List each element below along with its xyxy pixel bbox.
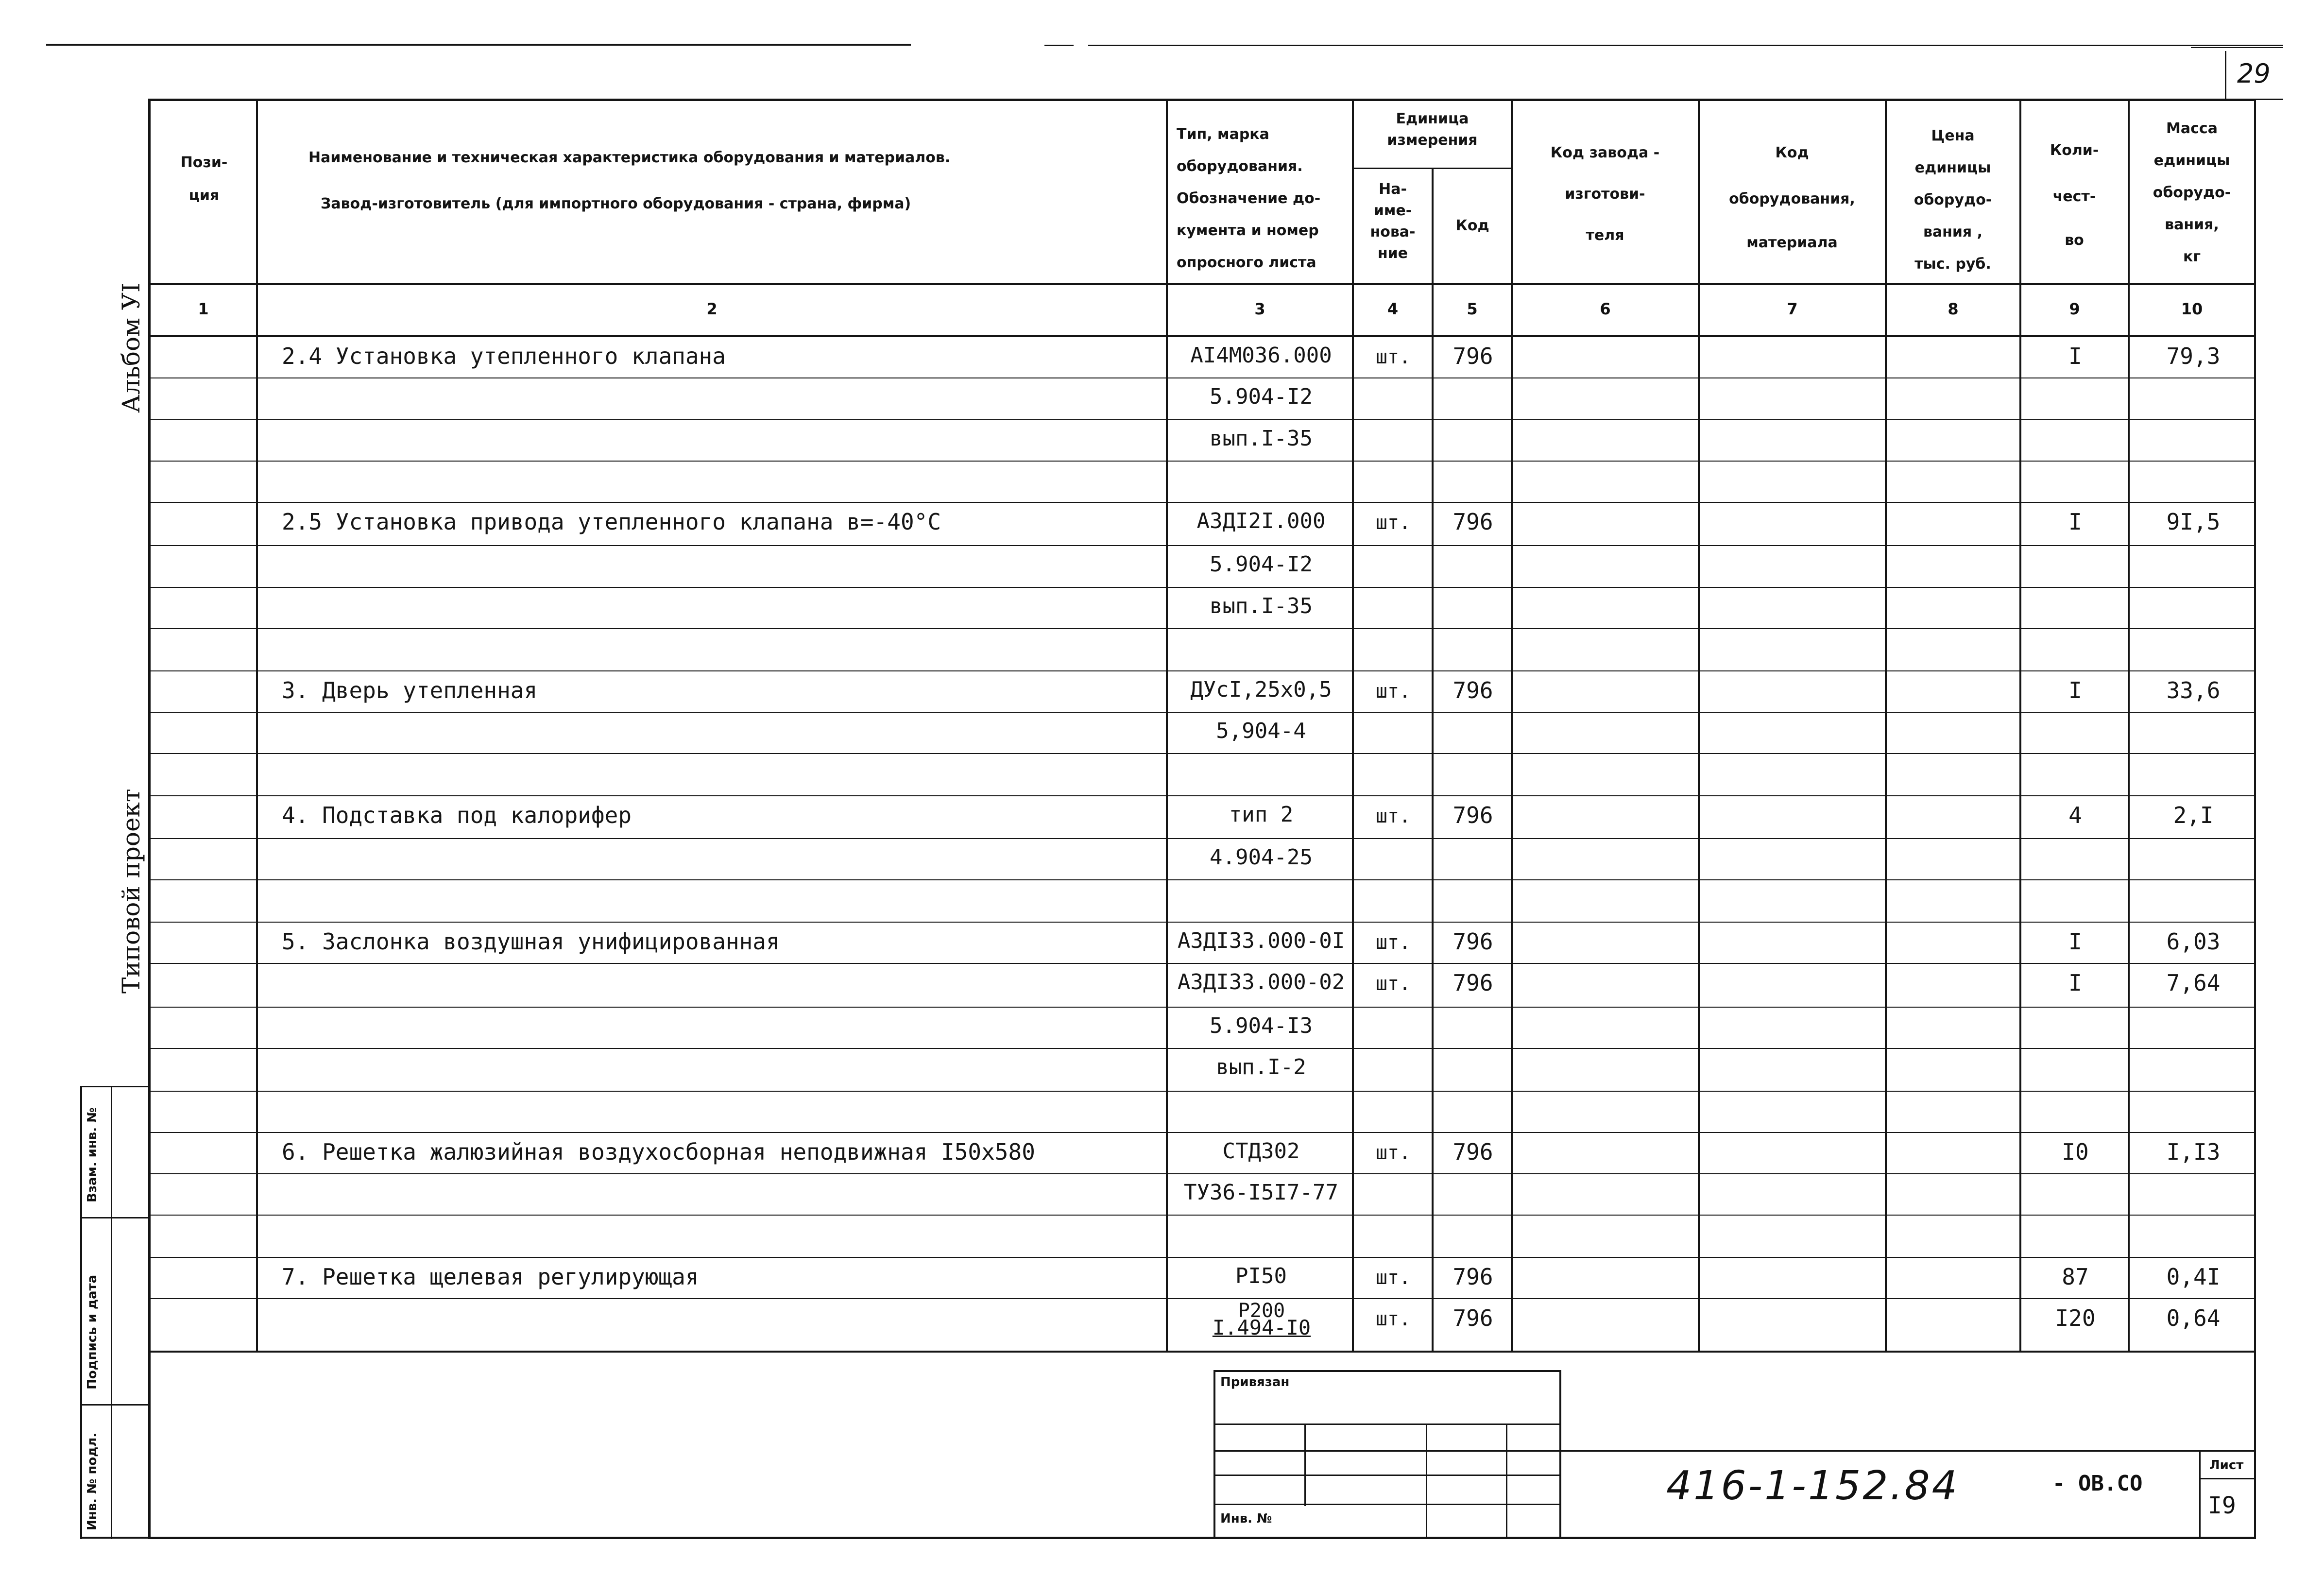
col-line-6 [1698,99,1700,1352]
header-type-l5: опросного листа [1177,254,1316,271]
col-line-3 [1352,99,1354,1352]
row-divider [148,753,2256,754]
privyazan-row-3 [1213,1475,1561,1476]
stamp-label-sign: Подпись и дата [85,1274,100,1389]
row-unit-code: 796 [1452,1264,1493,1290]
row-unit: шт. [1375,1267,1411,1289]
row-unit-code: 796 [1452,928,1493,955]
header-quantity [2021,143,2127,248]
row-divider [148,502,2256,503]
row-divider [148,838,2256,839]
row-type: АЗДI33.000-02 [1177,970,1345,995]
row-divider [148,963,2256,964]
privyazan-row-1 [1213,1424,1561,1425]
row-type: PI50 [1235,1264,1287,1288]
row-unit: шт. [1375,346,1411,368]
row-type: АЗДI2I.000 [1196,509,1326,533]
top-rule-dash-2 [2191,47,2283,48]
header-type-l4: кумента и номер [1177,222,1319,239]
header-type-l1: Тип, марка [1177,126,1269,143]
row-name: 5. Заслонка воздушная унифицированная [282,928,780,955]
row-divider [148,922,2256,923]
row-type: 5,904-4 [1216,719,1306,743]
row-mass: 0,4I [2166,1264,2221,1290]
row-mass: 0,64 [2166,1305,2221,1331]
document-code: 416-1-152.84 [1666,1463,1959,1509]
privyazan-label: Привязан [1220,1375,1290,1389]
header-type-l3: Обозначение до- [1177,190,1321,207]
header-position-line1: Пози- [180,154,228,171]
header-position [160,155,248,203]
row-divider [148,1132,2256,1133]
row-unit: шт. [1375,680,1411,703]
row-type: Р200 [1238,1300,1285,1322]
row-divider [148,1257,2256,1258]
row-type: тип 2 [1229,802,1294,827]
colnum-6: 6 [1600,300,1611,318]
colnum-10: 10 [2181,300,2203,318]
privyazan-box-right [1559,1370,1561,1538]
title-block-top [1561,1450,2256,1452]
row-unit: шт. [1375,1142,1411,1164]
col-line-8 [2019,99,2021,1352]
row-name: 6. Решетка жалюзийная воздухосборная неподвижная I50х580 [282,1139,1035,1165]
row-divider [148,545,2256,546]
stamp-col-bottom [80,1537,150,1539]
header-unit-name-l1: На- [1379,181,1407,198]
row-divider [148,461,2256,462]
row-unit-code: 796 [1452,509,1493,535]
row-divider [148,1173,2256,1174]
header-position-line2: ция [188,187,220,204]
row-quantity: I [2068,677,2082,703]
row-type: вып.I-35 [1210,426,1313,451]
header-price-l2: единицы [1914,159,1991,176]
row-mass: 6,03 [2166,928,2221,955]
stamp-col-div2 [80,1404,150,1406]
header-price-l5: тыс. руб. [1914,256,1991,273]
colnum-1: 1 [198,300,209,318]
header-bottom-line [148,283,2256,285]
row-quantity: I20 [2055,1305,2096,1331]
header-unit-l1: Единица [1396,110,1469,127]
row-mass: 33,6 [2166,677,2221,703]
row-unit: шт. [1375,931,1411,954]
header-mass-l4: вания, [2165,216,2219,233]
header-unit-name-l2: име- [1373,202,1412,219]
row-divider [148,712,2256,713]
sheet-corner-number: 29 [2237,58,2271,89]
unit-header-split [1352,168,1512,169]
row-type: 5.904-I3 [1210,1013,1313,1038]
colnum-5: 5 [1467,300,1478,318]
stamp-col-top [80,1086,150,1087]
row-divider [148,1048,2256,1049]
table-frame-bottom [148,1537,2256,1539]
row-divider [148,419,2256,420]
col-line-9 [2128,99,2130,1352]
row-quantity: 87 [2062,1264,2089,1290]
row-quantity: 4 [2068,802,2082,828]
colnum-7: 7 [1787,300,1798,318]
header-mass-l3: оборудо- [2153,184,2231,201]
colnum-8: 8 [1948,300,1959,318]
row-mass: 2,I [2173,802,2214,828]
stamp-col-div1 [80,1217,150,1218]
row-unit-code: 796 [1452,1139,1493,1165]
row-type: ДУсI,25х0,5 [1190,677,1332,702]
header-factory-code-l1: Код завода - [1550,144,1660,161]
row-quantity: I [2068,928,2082,955]
header-unit-name-l4: ние [1377,245,1408,262]
privyazan-col-1 [1304,1424,1306,1506]
row-mass: 7,64 [2166,970,2221,996]
colnum-9: 9 [2069,300,2080,318]
sheet-label: Лист [2209,1458,2244,1473]
sheet-box-left [2199,1450,2201,1538]
header-unit [1354,112,1511,148]
colnum-3: 3 [1254,300,1265,318]
header-price-l3: оборудо- [1914,191,1992,208]
row-mass: I,I3 [2166,1139,2221,1165]
row-type: ТУ36-I5I7-77 [1184,1180,1338,1205]
row-divider [148,795,2256,796]
inv-no-label: Инв. № [1220,1511,1272,1526]
row-name: 7. Решетка щелевая регулирующая [282,1264,699,1290]
row-quantity: I [2068,343,2082,369]
row-divider [148,1215,2256,1216]
row-type: АЗДI33.000-0I [1177,928,1345,953]
header-price [1887,129,2019,272]
privyazan-col-2 [1426,1424,1427,1538]
privyazan-box-left [1213,1370,1215,1538]
row-type: АI4М036.000 [1190,343,1332,368]
row-name: 4. Подставка под калорифер [282,802,632,828]
header-unit-name-l3: нова- [1370,223,1416,240]
header-equipment-code [1700,146,1884,250]
header-factory-code-l3: теля [1586,227,1624,244]
col-line-5 [1511,99,1513,1352]
row-type: вып.I-35 [1210,594,1313,618]
header-type [1177,127,1351,270]
row-unit-code: 796 [1452,802,1493,828]
row-unit: шт. [1375,805,1411,827]
row-type: 5.904-I2 [1210,384,1313,409]
row-mass: 79,3 [2166,343,2221,369]
header-equipment-code-l3: материала [1746,234,1838,251]
header-unit-code: Код [1455,217,1489,234]
table-frame-top [148,99,2256,101]
row-divider [148,1298,2256,1299]
row-type: вып.I-2 [1216,1055,1306,1080]
row-unit: шт. [1375,973,1411,995]
stamp-col-left [80,1086,82,1539]
row-type: СТД302 [1222,1139,1300,1164]
privyazan-box-top [1213,1370,1561,1372]
row-unit-code: 796 [1452,343,1493,369]
sheet-number: I9 [2208,1492,2236,1519]
col-line-1 [256,99,258,1352]
row-type-doc: I.494-I0 [1212,1316,1311,1339]
header-price-l1: Цена [1931,127,1975,144]
sheet-box-mid [2199,1478,2256,1479]
row-divider [148,879,2256,880]
header-quantity-l3: во [2065,232,2084,249]
row-divider [148,1007,2256,1008]
top-rule-right [1088,45,2283,46]
row-divider [148,628,2256,629]
header-equipment-code-l1: Код [1775,144,1809,161]
header-factory-code [1513,146,1697,243]
col-line-4 [1432,168,1434,1352]
header-type-l2: оборудования. [1177,158,1303,175]
row-mass: 9I,5 [2166,509,2221,535]
row-unit: шт. [1375,1308,1411,1330]
header-quantity-l2: чест- [2052,188,2096,205]
row-unit-code: 796 [1452,1305,1493,1331]
side-label-album: Альбом УI [117,283,145,413]
header-price-l4: вания , [1923,223,1983,240]
row-name: 2.5 Установка привода утепленного клапана в=-40°С [282,509,941,535]
header-mass [2130,121,2254,264]
colnum-2: 2 [706,300,718,318]
colnum-4: 4 [1387,300,1399,318]
row-unit-code: 796 [1452,677,1493,703]
header-factory-code-l2: изготови- [1565,186,1645,203]
col-line-7 [1885,99,1887,1352]
row-name: 3. Дверь утепленная [282,677,538,703]
top-rule-left [46,44,911,46]
table-frame-right [2254,99,2256,1539]
header-unit-l2: измерения [1387,132,1478,149]
row-quantity: I [2068,509,2082,535]
row-unit-code: 796 [1452,970,1493,996]
header-name-line1: Наименование и техническая характеристика оборудования и материалов. [308,149,951,166]
corner-box-left [2225,51,2226,100]
header-mass-l5: кг [2183,248,2201,265]
row-quantity: I [2068,970,2082,996]
col-line-2 [1166,99,1168,1352]
privyazan-row-2 [1213,1450,1561,1452]
row-type: 5.904-I2 [1210,552,1313,577]
privyazan-row-4 [1213,1504,1561,1505]
stamp-label-vzam: Взам. инв. № [85,1107,100,1202]
header-mass-l1: Масса [2166,120,2218,137]
row-type: 4.904-25 [1210,845,1313,870]
side-label-project: Типовой проект [117,789,145,994]
row-unit: шт. [1375,512,1411,534]
colnum-bottom-line [148,335,2256,337]
header-mass-l2: единицы [2153,152,2230,169]
top-rule-dash-1 [1044,45,1074,46]
row-name: 2.4 Установка утепленного клапана [282,343,726,369]
row-divider [148,1351,2256,1353]
row-divider [148,1091,2256,1092]
row-divider [148,587,2256,588]
document-suffix: - ОВ.СО [2052,1471,2143,1496]
stamp-col-mid [111,1086,112,1539]
header-equipment-code-l2: оборудования, [1729,190,1855,207]
header-quantity-l1: Коли- [2050,142,2099,159]
header-name-line2: Завод-изготовитель (для импортного оборудования - страна, фирма) [321,195,911,212]
header-unit-name [1354,182,1432,261]
row-quantity: I0 [2062,1139,2089,1165]
row-divider [148,670,2256,671]
privyazan-col-3 [1506,1424,1507,1538]
stamp-label-inv: Инв. № подл. [85,1432,100,1530]
row-divider [148,377,2256,378]
